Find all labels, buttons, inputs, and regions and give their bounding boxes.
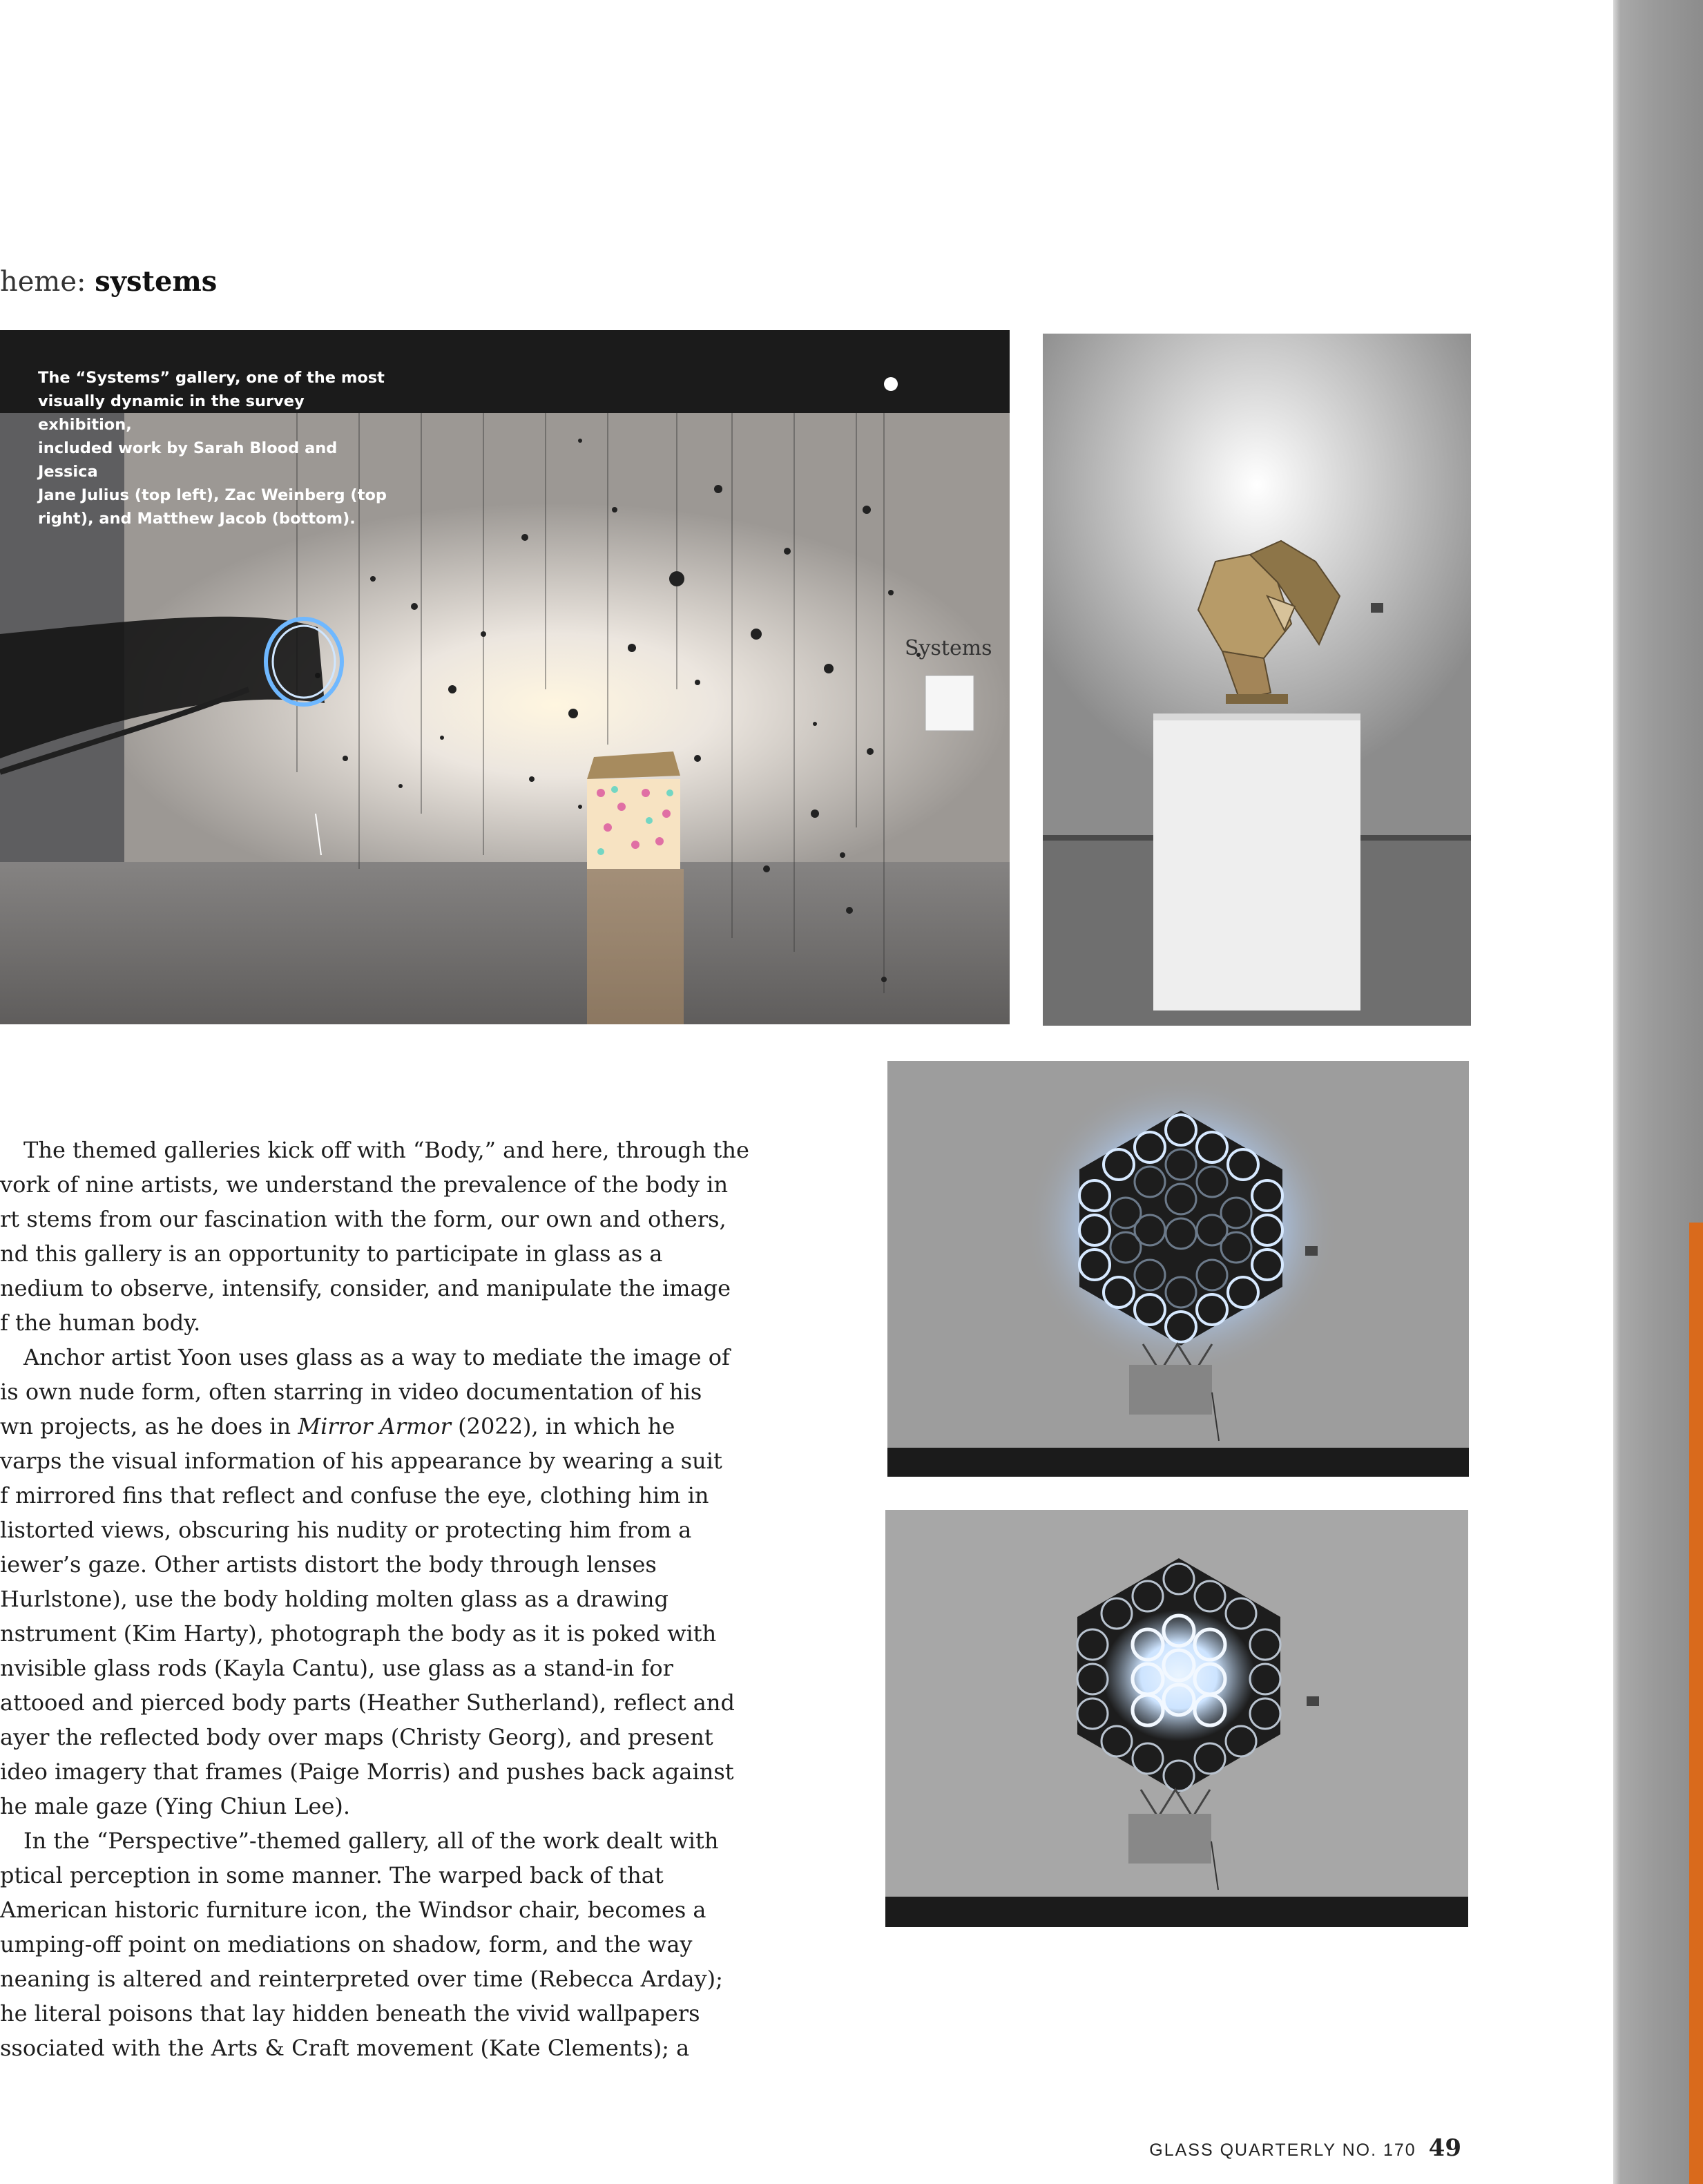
text-line: ideo imagery that frames (Paige Morris) and pushes back against (0, 1759, 734, 1785)
text-line: attooed and pierced body parts (Heather Sutherland), reflect and (0, 1689, 735, 1716)
paragraph-perspective-gallery (0, 1823, 725, 2065)
article-body (0, 1133, 749, 2065)
paragraph-anchor-artist (0, 1340, 735, 1823)
text-line: nstrument (Kim Harty), photograph the body as it is poked with (0, 1620, 717, 1647)
paragraph-body-gallery (0, 1133, 749, 1340)
text-line: The themed galleries kick off with “Body,” and here, through the (23, 1137, 749, 1163)
text-line: f the human body. (0, 1310, 201, 1336)
hexagon-installation-photo-top (887, 1061, 1469, 1477)
text-line: ayer the reflected body over maps (Christy Georg), and present (0, 1724, 713, 1750)
text-line: nedium to observe, intensify, consider, and manipulate the image (0, 1275, 731, 1301)
text-line: nd this gallery is an opportunity to participate in glass as a (0, 1241, 663, 1267)
text-line: umping-off point on mediations on shadow, form, and the way (0, 1931, 693, 1957)
text-run: (2022), in which he (450, 1413, 675, 1439)
gallery-wall-sign: Systems (905, 636, 992, 660)
text-line: In the “Perspective”-themed gallery, all of the work dealt with (23, 1828, 719, 1854)
text-line: vork of nine artists, we understand the prevalence of the body in (0, 1171, 729, 1198)
text-line: American historic furniture icon, the Windsor chair, becomes a (0, 1897, 706, 1923)
section-header (0, 261, 217, 303)
text-line: ssociated with the Arts & Craft movement (Kate Clements); a (0, 2035, 690, 2061)
page-footer (1149, 2134, 1461, 2162)
text-line: Hurlstone), use the body holding molten glass as a drawing (0, 1586, 668, 1612)
artwork-title: Mirror Armor (298, 1413, 451, 1439)
text-line: he literal poisons that lay hidden beneath the vivid wallpapers (0, 2000, 700, 2027)
text-line: f mirrored fins that reflect and confuse the eye, clothing him in (0, 1482, 709, 1508)
publication-name: GLASS QUARTERLY NO. 170 (1149, 2140, 1416, 2160)
text-line: ptical perception in some manner. The warped back of that (0, 1862, 664, 1888)
text-line: rt stems from our fascination with the form, our own and others, (0, 1206, 727, 1232)
text-line: nvisible glass rods (Kayla Cantu), use glass as a stand-in for (0, 1655, 673, 1681)
hexagon-installation-photo-bottom (885, 1510, 1468, 1927)
text-line: he male gaze (Ying Chiun Lee). (0, 1793, 351, 1819)
text-run: wn projects, as he does in (0, 1413, 298, 1439)
text-line: is own nude form, often starring in video documentation of his (0, 1379, 702, 1405)
sculpture-pedestal-photo (1043, 334, 1471, 1026)
text-line: varps the visual information of his appearance by wearing a suit (0, 1448, 722, 1474)
text-line: neaning is altered and reinterpreted over time (Rebecca Arday); (0, 1966, 723, 1992)
page-number: 49 (1428, 2134, 1461, 2162)
text-line (0, 1409, 725, 1444)
photo-caption: The “Systems” gallery, one of the most visually dynamic in the survey exhibition, included work by Sarah Blood and Jessica Jane Julius (top left), Zac Weinberg (top right), and Matthew Jacob (bottom). (38, 369, 387, 528)
section-header-prefix: heme: (0, 266, 95, 298)
text-line: listorted views, obscuring his nudity or protecting him from a (0, 1517, 692, 1543)
scan-edge-orange (1689, 1223, 1703, 2184)
text-line: Anchor artist Yoon uses glass as a way to mediate the image of (23, 1344, 730, 1370)
text-line: iewer’s gaze. Other artists distort the body through lenses (0, 1551, 657, 1578)
section-header-theme: systems (95, 265, 218, 298)
